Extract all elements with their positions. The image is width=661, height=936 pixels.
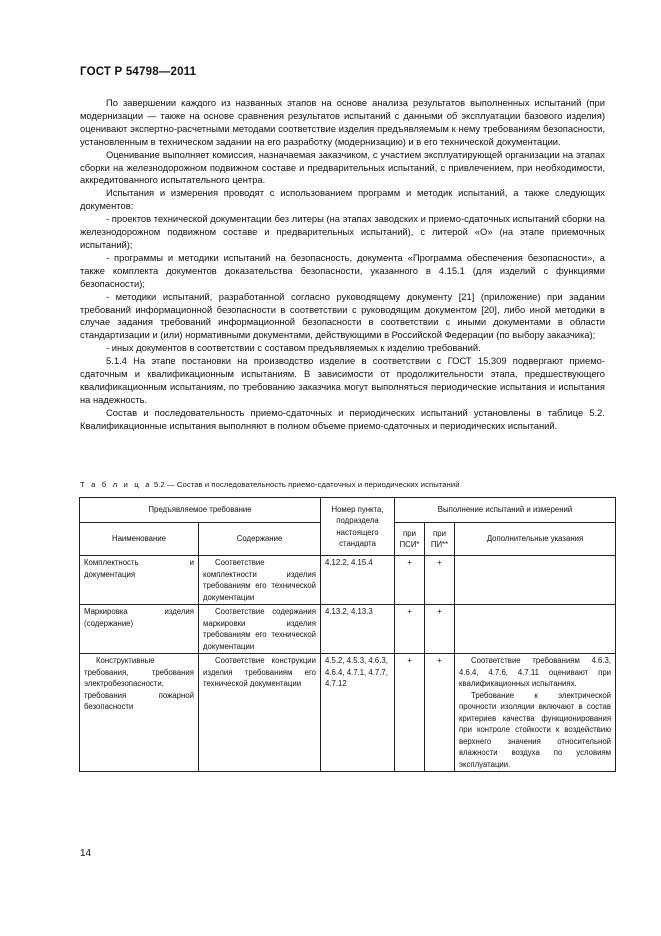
cell-notes bbox=[455, 556, 616, 605]
cell-psi: + bbox=[395, 556, 425, 605]
cell-pi: + bbox=[425, 556, 455, 605]
cell-content: Соответствие содержания маркировки изделия требованиям его технической документации bbox=[199, 605, 321, 654]
cell-content: Соответствие конструкции изделия требованиям его технической документации bbox=[199, 654, 321, 772]
table-row bbox=[80, 556, 616, 605]
page-number: 14 bbox=[80, 848, 92, 859]
body-text bbox=[80, 97, 605, 433]
note-text: Требование к электрической прочности изоляции включают в состав критериев качества функционирования при контроле стойкости к воздействию верхнего значения относительной влажности воздуха по условиям эксплуатации. bbox=[459, 690, 612, 769]
list-item: - программы и методики испытаний на безопасность, документа «Программа обеспечения безопасности», а также комплекта документов доказательства безопасности, указанного в 4.15.1 (для изделий с функциями безопасности); bbox=[80, 251, 605, 289]
header-execution: Выполнение испытаний и измерений bbox=[395, 498, 616, 523]
list-item: - проектов технической документации без литеры (на этапах заводских и приемо-сдаточных испытаний сборки на железнодорожном подвижном составе и предварительных испытаний), с литерой «О» (на этапе приемочных испытаний); bbox=[80, 213, 605, 250]
cell-name: Комплектность и документация bbox=[80, 556, 199, 605]
cell-content: Соответствие комплектности изделия требованиям его технической документации bbox=[199, 556, 321, 605]
paragraph: Оценивание выполняет комиссия, назначаемая заказчиком, с участием эксплуатирующей организации на этапах сборки на железнодорожном подвижном составе и предварительных испытаний, с привлечением, при необходимости, аккредитованного испытательного центра. bbox=[80, 148, 605, 186]
requirements-table bbox=[79, 497, 616, 772]
cell-notes bbox=[455, 605, 616, 654]
note-text: Соответствие требованиям 4.6.3, 4.6.4, 4.7.6, 4.7.11 оценивают при квалификационных испытаниях. bbox=[459, 656, 612, 688]
paragraph: По завершении каждого из названных этапов на основе анализа результатов выполненных испытаний (при модернизации — также на основе сравнения результатов испытаний с данными об эксплуатации базового изделия) оценивают экспертно-расчетными методами соответствие изделия предъявляемым к нему требованиям безопасности, установленным в техническом задании на его разработку (модернизацию) и в его технической документации. bbox=[80, 97, 605, 147]
cell-clause: 4.12.2, 4.15.4 bbox=[321, 556, 395, 605]
table-caption bbox=[80, 480, 460, 489]
paragraph: 5.1.4 На этапе постановки на производство изделие в соответствии с ГОСТ 15.309 подвергают приемо-сдаточным и квалификационным испытаниям. В зависимости от продолжительности этапа, предшествующего квалификационным испытаниям, по требованию заказчика могут выполняться периодические испытания и испытания на надежность. bbox=[80, 355, 605, 405]
header-notes: Дополнительные указания bbox=[455, 523, 616, 556]
header-name: Наименование bbox=[80, 523, 199, 556]
list-item: - иных документов в соответствии с составом предъявляемых к изделию требований. bbox=[106, 342, 481, 354]
cell-pi: + bbox=[425, 605, 455, 654]
header-clause: Номер пункта, подраздела настоящего стандарта bbox=[321, 498, 395, 556]
table-caption-label: Т а б л и ц а bbox=[80, 480, 152, 489]
table-caption-text: 5.2 — Состав и последовательность приемо-сдаточных и периодических испытаний bbox=[153, 480, 460, 489]
table-row bbox=[80, 654, 616, 772]
document-header: ГОСТ Р 54798—2011 bbox=[80, 66, 197, 78]
cell-clause: 4.5.2, 4.5.3, 4.6.3, 4.6.4, 4.7.1, 4.7.7, 4.7.12 bbox=[321, 654, 395, 772]
cell-psi: + bbox=[395, 605, 425, 654]
cell-notes bbox=[455, 654, 616, 772]
cell-psi: + bbox=[395, 654, 425, 772]
list-item: - методики испытаний, разработанной согласно руководящему документу [21] (приложение) при задании требований информационной безопасности в соответствии с руководящим документом [20], либо иной методики в случае задания требований информационной безопасности в соответствии с иными документами в области стандартизации и (или) нормативными документами, действующими в Российской Федерации (по выбору заказчика); bbox=[80, 290, 605, 341]
paragraph: Испытания и измерения проводят с использованием программ и методик испытаний, а также следующих документов: bbox=[80, 187, 605, 212]
table-row bbox=[80, 605, 616, 654]
cell-name: Маркировка изделия (содержание) bbox=[80, 605, 199, 654]
header-pi: при ПИ** bbox=[425, 523, 455, 556]
paragraph: Состав и последовательность приемо-сдаточных и периодических испытаний установлены в таблице 5.2. Квалификационные испытания выполняют в полном объеме приемо-сдаточных и периодических испытаний. bbox=[80, 406, 605, 431]
cell-pi: + bbox=[425, 654, 455, 772]
header-content: Содержание bbox=[199, 523, 321, 556]
cell-clause: 4.13.2, 4.13.3 bbox=[321, 605, 395, 654]
table-header-row bbox=[80, 498, 616, 523]
header-psi: при ПСИ* bbox=[395, 523, 425, 556]
cell-name: Конструктивные требования, требования электробезопасности, требования пожарной безопасности bbox=[80, 654, 199, 772]
header-requirement: Предъявляемое требование bbox=[80, 498, 321, 523]
